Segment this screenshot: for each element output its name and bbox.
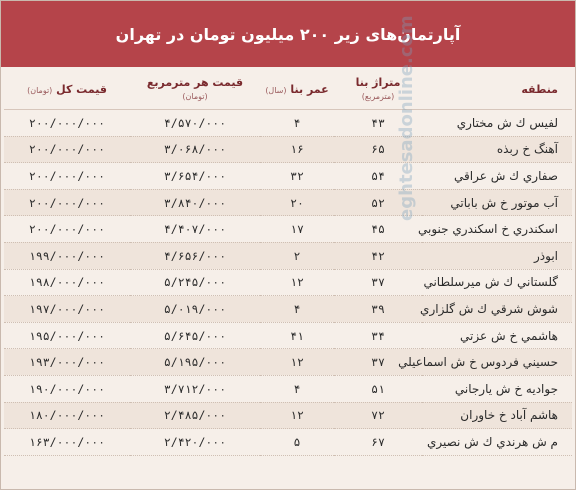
- cell-area: ۵۲: [334, 189, 422, 216]
- table-row: [4, 189, 572, 216]
- cell-price-per-meter: ۵/۶۴۵/۰۰۰: [130, 322, 260, 349]
- cell-area: ۷۲: [334, 402, 422, 429]
- table-row: [4, 136, 572, 163]
- table-header-row: [4, 69, 572, 110]
- column-header-total-price: [4, 69, 130, 110]
- cell-total-price: ۱۸۰/۰۰۰/۰۰۰: [4, 402, 130, 429]
- cell-region: هاشمي خ ش عزتي: [422, 322, 572, 349]
- cell-price-per-meter: ۳/۷۱۲/۰۰۰: [130, 375, 260, 402]
- column-header-label: عمر بنا: [290, 82, 329, 96]
- cell-region: صفاري ك ش عراقي: [422, 163, 572, 190]
- cell-region: آهنگ خ ربذه: [422, 136, 572, 163]
- cell-total-price: ۲۰۰/۰۰۰/۰۰۰: [4, 189, 130, 216]
- cell-age: ۳۲: [260, 163, 334, 190]
- cell-total-price: ۱۹۰/۰۰۰/۰۰۰: [4, 375, 130, 402]
- cell-age: ۲: [260, 242, 334, 269]
- cell-price-per-meter: ۳/۶۵۴/۰۰۰: [130, 163, 260, 190]
- cell-price-per-meter: ۵/۲۴۵/۰۰۰: [130, 269, 260, 296]
- cell-region: م ش هرندي ك ش نصيري: [422, 429, 572, 456]
- cell-total-price: ۱۹۷/۰۰۰/۰۰۰: [4, 296, 130, 323]
- cell-age: ۴۱: [260, 322, 334, 349]
- column-header-unit: (تومان): [182, 92, 208, 101]
- table-row: [4, 110, 572, 137]
- cell-total-price: ۲۰۰/۰۰۰/۰۰۰: [4, 163, 130, 190]
- cell-age: ۱۶: [260, 136, 334, 163]
- table-row: [4, 402, 572, 429]
- price-table: [4, 69, 572, 456]
- column-header-age: [260, 69, 334, 110]
- cell-age: ۴: [260, 110, 334, 137]
- cell-area: ۳۹: [334, 296, 422, 323]
- cell-region: شوش شرقي ك ش گلزاري: [422, 296, 572, 323]
- table-row: [4, 349, 572, 376]
- cell-total-price: ۱۹۸/۰۰۰/۰۰۰: [4, 269, 130, 296]
- column-header-unit: (سال): [265, 85, 287, 95]
- cell-region: حسيني فردوس خ ش اسماعيلي: [422, 349, 572, 376]
- column-header-area: [334, 69, 422, 110]
- cell-price-per-meter: ۴/۵۷۰/۰۰۰: [130, 110, 260, 137]
- cell-price-per-meter: ۲/۴۸۵/۰۰۰: [130, 402, 260, 429]
- cell-area: ۳۴: [334, 322, 422, 349]
- cell-region: جواديه خ ش يارجاني: [422, 375, 572, 402]
- cell-area: ۵۱: [334, 375, 422, 402]
- cell-region: لفیس ك ش مختاري: [422, 110, 572, 137]
- cell-area: ۶۷: [334, 429, 422, 456]
- cell-region: ابوذر: [422, 242, 572, 269]
- cell-total-price: ۲۰۰/۰۰۰/۰۰۰: [4, 136, 130, 163]
- column-header-label: قیمت هر مترمربع: [146, 76, 244, 89]
- cell-price-per-meter: ۳/۰۶۸/۰۰۰: [130, 136, 260, 163]
- cell-age: ۱۲: [260, 402, 334, 429]
- cell-price-per-meter: ۵/۱۹۵/۰۰۰: [130, 349, 260, 376]
- page-title: آپارتمان‌های زیر ۲۰۰ میلیون تومان در تهران: [1, 1, 575, 67]
- column-header-price-per-meter: [130, 69, 260, 110]
- table-row: [4, 269, 572, 296]
- table-row: [4, 163, 572, 190]
- cell-area: ۴۵: [334, 216, 422, 243]
- cell-price-per-meter: ۲/۴۲۰/۰۰۰: [130, 429, 260, 456]
- cell-area: ۳۷: [334, 349, 422, 376]
- table-row: [4, 242, 572, 269]
- cell-price-per-meter: ۵/۰۱۹/۰۰۰: [130, 296, 260, 323]
- cell-region: هاشم آباد خ خاوران: [422, 402, 572, 429]
- column-header-label: متراژ بنا: [355, 76, 401, 89]
- table-row: [4, 216, 572, 243]
- cell-area: ۴۳: [334, 110, 422, 137]
- cell-age: ۵: [260, 429, 334, 456]
- column-header-unit: (مترمربع): [361, 92, 395, 101]
- cell-area: ۴۲: [334, 242, 422, 269]
- cell-age: ۱۲: [260, 269, 334, 296]
- cell-total-price: ۱۹۳/۰۰۰/۰۰۰: [4, 349, 130, 376]
- cell-age: ۲۰: [260, 189, 334, 216]
- cell-area: ۶۵: [334, 136, 422, 163]
- cell-price-per-meter: ۳/۸۴۰/۰۰۰: [130, 189, 260, 216]
- cell-age: ۱۷: [260, 216, 334, 243]
- cell-age: ۴: [260, 375, 334, 402]
- cell-area: ۵۴: [334, 163, 422, 190]
- cell-region: اسكندري خ اسكندري جنوبي: [422, 216, 572, 243]
- cell-total-price: ۱۹۵/۰۰۰/۰۰۰: [4, 322, 130, 349]
- column-header-label: قیمت کل: [56, 82, 107, 96]
- column-header-label: منطقه: [521, 82, 558, 96]
- watermark-logo: eghtesadonline.com: [396, 15, 417, 221]
- cell-region: آب موتور خ ش باباتي: [422, 189, 572, 216]
- cell-price-per-meter: ۴/۶۵۶/۰۰۰: [130, 242, 260, 269]
- cell-total-price: ۱۶۳/۰۰۰/۰۰۰: [4, 429, 130, 456]
- cell-age: ۱۲: [260, 349, 334, 376]
- table-row: [4, 375, 572, 402]
- table-row: [4, 429, 572, 456]
- cell-age: ۴: [260, 296, 334, 323]
- cell-region: گلستاني ك ش ميرسلطاني: [422, 269, 572, 296]
- cell-total-price: ۱۹۹/۰۰۰/۰۰۰: [4, 242, 130, 269]
- cell-total-price: ۲۰۰/۰۰۰/۰۰۰: [4, 216, 130, 243]
- column-header-unit: (تومان): [27, 85, 53, 95]
- table-row: [4, 296, 572, 323]
- cell-area: ۳۷: [334, 269, 422, 296]
- cell-price-per-meter: ۴/۴۰۷/۰۰۰: [130, 216, 260, 243]
- cell-total-price: ۲۰۰/۰۰۰/۰۰۰: [4, 110, 130, 137]
- column-header-region: [422, 69, 572, 110]
- table-row: [4, 322, 572, 349]
